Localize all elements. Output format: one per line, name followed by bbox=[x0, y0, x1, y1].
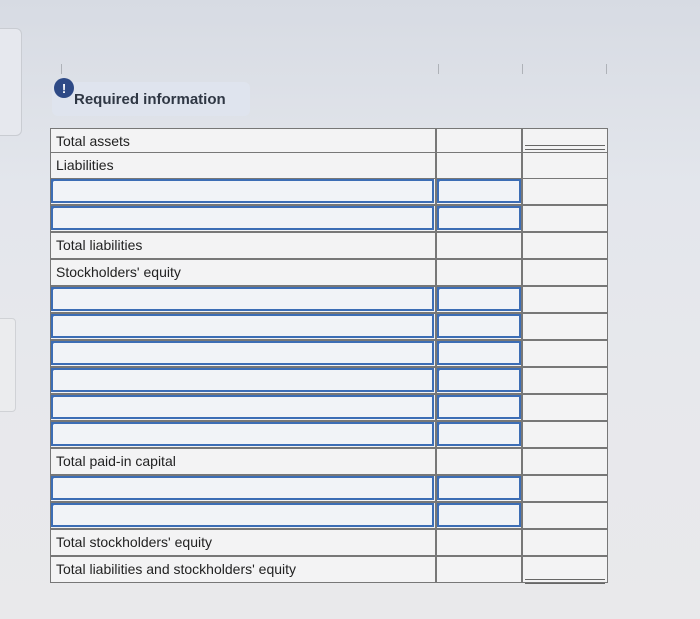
total-cell bbox=[522, 313, 608, 340]
total-cell bbox=[522, 232, 608, 259]
amount-input[interactable] bbox=[437, 179, 521, 203]
input-corner-marker bbox=[437, 422, 442, 427]
account-name-input[interactable] bbox=[51, 422, 434, 446]
input-row bbox=[48, 205, 608, 232]
amount-cell bbox=[436, 232, 522, 259]
input-corner-marker bbox=[437, 314, 442, 319]
total-cell bbox=[522, 205, 608, 232]
total-cell bbox=[522, 556, 608, 583]
total-cell bbox=[522, 502, 608, 529]
input-row bbox=[48, 475, 608, 502]
input-corner-marker bbox=[437, 179, 442, 184]
total-cell bbox=[522, 448, 608, 475]
required-information-title: Required information bbox=[74, 91, 226, 108]
amount-input[interactable] bbox=[437, 341, 521, 365]
input-row bbox=[48, 286, 608, 313]
total-cell bbox=[522, 394, 608, 421]
row-label: Total liabilities and stockholders' equity bbox=[50, 556, 436, 583]
total-cell bbox=[522, 286, 608, 313]
label-row bbox=[48, 232, 608, 259]
label-row bbox=[48, 128, 608, 155]
total-cell bbox=[522, 259, 608, 286]
account-name-input[interactable] bbox=[51, 287, 434, 311]
left-panel-frame-lower bbox=[0, 318, 16, 412]
input-corner-marker bbox=[437, 476, 442, 481]
amount-cell bbox=[436, 529, 522, 556]
input-corner-marker bbox=[51, 206, 56, 211]
account-name-input[interactable] bbox=[51, 476, 434, 500]
input-row bbox=[48, 178, 608, 205]
input-corner-marker bbox=[437, 503, 442, 508]
account-name-input[interactable] bbox=[51, 368, 434, 392]
label-row bbox=[48, 529, 608, 556]
amount-cell bbox=[436, 448, 522, 475]
tick-mark bbox=[61, 64, 62, 74]
account-name-input[interactable] bbox=[51, 206, 434, 230]
label-row bbox=[48, 259, 608, 286]
total-cell bbox=[522, 367, 608, 394]
double-underline bbox=[525, 579, 605, 584]
input-corner-marker bbox=[437, 395, 442, 400]
account-name-input[interactable] bbox=[51, 179, 434, 203]
required-information-banner bbox=[52, 82, 250, 116]
amount-cell bbox=[436, 556, 522, 583]
input-row bbox=[48, 394, 608, 421]
input-corner-marker bbox=[51, 395, 56, 400]
input-corner-marker bbox=[437, 341, 442, 346]
account-name-input[interactable] bbox=[51, 341, 434, 365]
input-corner-marker bbox=[51, 503, 56, 508]
label-row bbox=[48, 152, 608, 179]
account-name-input[interactable] bbox=[51, 503, 434, 527]
input-corner-marker bbox=[51, 179, 56, 184]
input-corner-marker bbox=[51, 368, 56, 373]
tick-mark bbox=[438, 64, 439, 74]
account-name-input[interactable] bbox=[51, 395, 434, 419]
input-row bbox=[48, 313, 608, 340]
input-corner-marker bbox=[51, 341, 56, 346]
label-row bbox=[48, 556, 608, 583]
amount-input[interactable] bbox=[437, 314, 521, 338]
input-corner-marker bbox=[437, 206, 442, 211]
alert-icon: ! bbox=[54, 78, 74, 98]
input-row bbox=[48, 502, 608, 529]
row-label: Total assets bbox=[50, 128, 436, 155]
total-cell bbox=[522, 128, 608, 155]
amount-cell bbox=[436, 128, 522, 155]
input-corner-marker bbox=[51, 314, 56, 319]
row-label: Stockholders' equity bbox=[50, 259, 436, 286]
balance-sheet-table bbox=[48, 128, 608, 583]
total-cell bbox=[522, 529, 608, 556]
total-cell bbox=[522, 475, 608, 502]
amount-input[interactable] bbox=[437, 476, 521, 500]
amount-cell bbox=[436, 259, 522, 286]
tick-mark bbox=[606, 64, 607, 74]
total-cell bbox=[522, 152, 608, 179]
total-cell bbox=[522, 178, 608, 205]
amount-input[interactable] bbox=[437, 422, 521, 446]
total-cell bbox=[522, 340, 608, 367]
input-corner-marker bbox=[437, 368, 442, 373]
amount-input[interactable] bbox=[437, 368, 521, 392]
amount-input[interactable] bbox=[437, 287, 521, 311]
tick-mark bbox=[522, 64, 523, 74]
input-row bbox=[48, 340, 608, 367]
amount-input[interactable] bbox=[437, 395, 521, 419]
amount-input[interactable] bbox=[437, 503, 521, 527]
input-corner-marker bbox=[51, 422, 56, 427]
label-row bbox=[48, 448, 608, 475]
row-label: Total stockholders' equity bbox=[50, 529, 436, 556]
input-row bbox=[48, 367, 608, 394]
input-corner-marker bbox=[437, 287, 442, 292]
total-cell bbox=[522, 421, 608, 448]
double-underline bbox=[525, 145, 605, 150]
row-label: Liabilities bbox=[50, 152, 436, 179]
row-label: Total liabilities bbox=[50, 232, 436, 259]
input-corner-marker bbox=[51, 476, 56, 481]
input-row bbox=[48, 421, 608, 448]
input-corner-marker bbox=[51, 287, 56, 292]
amount-input[interactable] bbox=[437, 206, 521, 230]
account-name-input[interactable] bbox=[51, 314, 434, 338]
amount-cell bbox=[436, 152, 522, 179]
row-label: Total paid-in capital bbox=[50, 448, 436, 475]
left-panel-frame bbox=[0, 28, 22, 136]
